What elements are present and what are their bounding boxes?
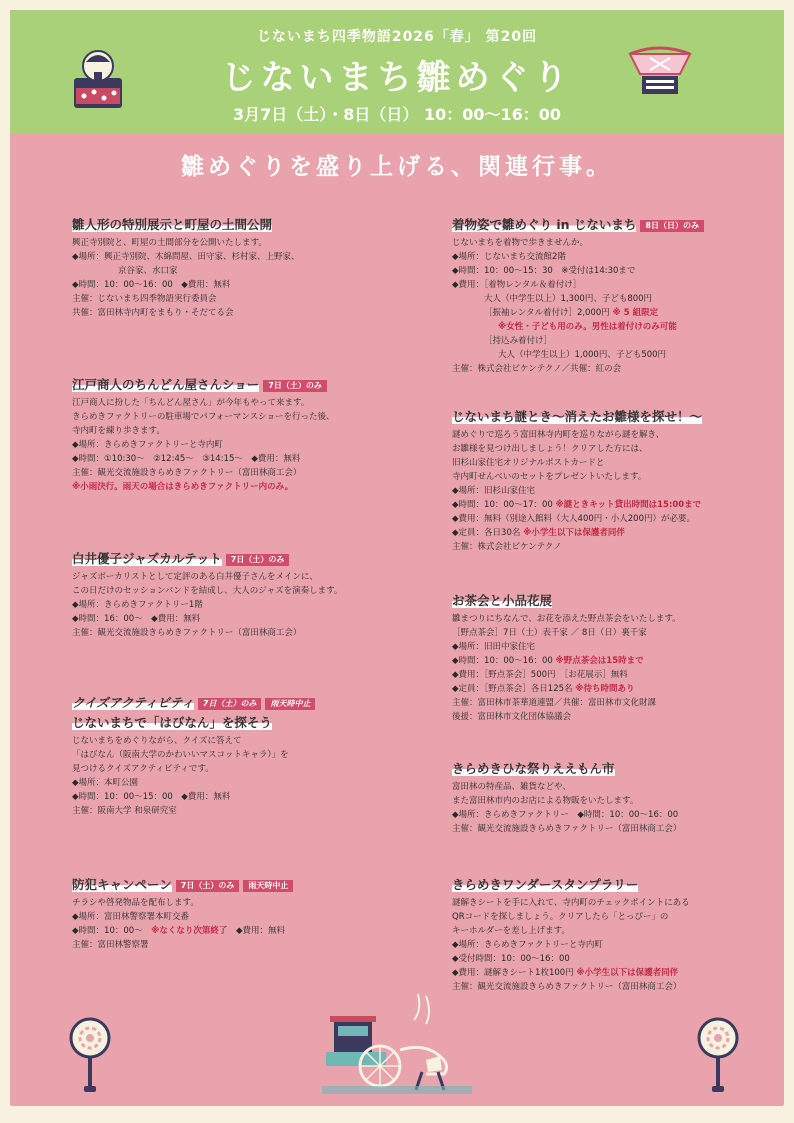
event-line: ◆場所：きらめきファクトリーと寺内町	[452, 940, 603, 950]
event-title: きらめきワンダースタンプラリー	[452, 877, 639, 892]
rain-tag: 雨天時中止	[243, 880, 293, 892]
event-line: 富田林の特産品、雑貨などや、	[452, 782, 571, 792]
event-line: 共催：富田林寺内町をまもり・そだてる会	[72, 308, 234, 318]
event-line: ◆定員：各日30名 ※小学生以下は保護者同伴	[452, 528, 625, 538]
event-title-2: じないまちで「はびなん」を探そう	[72, 715, 272, 730]
event-title: 防犯キャンペーン 7日（土）のみ 雨天時中止	[72, 876, 293, 894]
event-line: 雛まつりにちなんで、お花を添えた野点茶会をいたします。	[452, 614, 681, 624]
event-line: ◆場所：きらめきファクトリー ◆時間：10：00〜16：00	[452, 810, 679, 820]
event-title: 雛人形の特別展示と町屋の土間公開	[72, 217, 273, 232]
event-note: ※女性・子ども用のみ。男性は着付けのみ可能	[498, 322, 677, 332]
event-line: ◆時間：10：00〜16：00 ◆費用：無料	[72, 280, 231, 290]
event-line: 主催：じないまち四季物語実行委員会	[72, 294, 217, 304]
event-title: じないまち謎とき〜消えたお雛様を探せ！〜	[452, 409, 703, 424]
rain-tag: 雨天時中止	[265, 698, 315, 710]
event-mystery-game	[452, 408, 702, 554]
event-line: 主催：観光交流施設きらめきファクトリー（富田林商工会）	[72, 468, 302, 478]
event-line: ◆時間：16：00〜 ◆費用：無料	[72, 614, 201, 624]
event-line: 見つけるクイズアクティビティです。	[72, 764, 214, 774]
event-line: 興正寺別院と、町屋の土間部分を公開いたします。	[72, 238, 267, 248]
event-title: 江戸商人のちんどん屋さんショー 7日（土）のみ	[72, 376, 334, 394]
event-line: 主催：観光交流施設きらめきファクトリー（富田林商工会）	[72, 628, 302, 638]
event-line: 謎めぐりで巡ろう富田林寺内町を巡りながら謎を解き、	[452, 430, 665, 440]
event-kimono-walk	[452, 216, 704, 376]
event-line: ◆時間：10：00〜15：30 ※受付は14:30まで	[452, 266, 636, 276]
date-tag: 8日（日）のみ	[640, 220, 704, 232]
event-line: また富田林市内のお店による物販をいたします。	[452, 796, 639, 806]
event-tea-ceremony	[452, 592, 681, 724]
event-line: 寺内町を練り歩きます。	[72, 426, 165, 436]
uchiwa-fan-icon	[696, 1016, 740, 1096]
event-subtitle: じないまち四季物語2026「春」 第20回	[256, 29, 538, 45]
event-line: ◆場所：きらめきファクトリー1階	[72, 600, 203, 610]
event-line: 主催：富田林市茶華道連盟／共催：富田林市文化財課	[452, 698, 657, 708]
event-line: 主催：阪南大学 和泉研究室	[72, 806, 177, 816]
event-line: ◆場所：興正寺別院、木綿問屋、田守家、杉村家、上野家、	[72, 252, 300, 262]
event-crime-prevention	[72, 876, 293, 952]
date-tag: 7日（土）のみ	[176, 880, 240, 892]
event-line: ◆時間：①10:30〜 ②12:45〜 ③14:15〜 ◆費用：無料	[72, 454, 301, 464]
event-line: チラシや啓発物品を配布します。	[72, 898, 199, 908]
event-line: 主催：株式会社ビケンテクノ／共催：紅の会	[452, 364, 622, 374]
event-line: 大人（中学生以上）1,000円、子ども500円	[498, 350, 667, 360]
hina-doll-icon	[68, 44, 128, 114]
event-line: ◆時間：10：00〜17：00 ※謎ときキット貸出時間は15:00まで	[452, 500, 702, 510]
event-line: ◆費用：［野点茶会］500円 ［お花展示］無料	[452, 670, 628, 680]
event-line: 主催：観光交流施設きらめきファクトリー（富田林商工会）	[452, 982, 682, 992]
event-line: ◆費用：謎解きシート1枚100円 ※小学生以下は保護者同伴	[452, 968, 679, 978]
event-line: ◆場所：旧田中家住宅	[452, 642, 536, 652]
event-note: ※小雨決行。雨天の場合はきらめきファクトリー内のみ。	[72, 482, 294, 492]
event-line: 寺内町せんべいのセットをプレゼントいたします。	[452, 472, 647, 482]
event-line: 大人（中学生以上）1,300円、子ども800円	[484, 294, 653, 304]
event-chindonya-show	[72, 376, 334, 494]
event-line: 江戸商人に扮した「ちんどん屋さん」が今年もやって来ます。	[72, 398, 310, 408]
date-tag: 7日（土）のみ	[198, 698, 262, 710]
event-line: ［振袖レンタル着付け］2,000円 ※ 5 組限定	[484, 308, 659, 318]
event-line: きらめきファクトリーの駐車場でパフォーマンスショーを行った後、	[72, 412, 335, 422]
event-date: 3月7日（土）・8日（日） 10：00〜16：00	[232, 105, 562, 124]
event-line: ジャズボーカリストとして定評のある白井優子さんをメインに、	[72, 572, 318, 582]
event-line: ◆費用：［着物レンタル＆着付け］	[452, 280, 582, 290]
page-title: じないまち雛めぐり	[221, 58, 573, 98]
event-title: 白井優子ジャズカルテット 7日（土）のみ	[72, 550, 342, 568]
event-line: 京谷家、水口家	[118, 266, 178, 276]
event-title: クイズアクティビティ 7日（土）のみ 雨天時中止	[72, 694, 315, 712]
event-line: この日だけのセッションバンドを結成し、大人のジャズを演奏します。	[72, 586, 343, 596]
event-line: ◆受付時間：10：00〜16：00	[452, 954, 570, 964]
event-line: ◆場所：きらめきファクトリーと寺内町	[72, 440, 223, 450]
hina-stand-icon	[620, 44, 700, 104]
event-line: ◆場所：旧杉山家住宅	[452, 486, 536, 496]
event-line: ◆時間：10：00〜 ※なくなり次第終了 ◆費用：無料	[72, 926, 285, 936]
event-line: ◆場所：じないまち交流館2階	[452, 252, 566, 262]
date-tag: 7日（土）のみ	[226, 554, 290, 566]
event-line: 「はびなん（阪南大学のかわいいマスコットキャラ）」を	[72, 750, 289, 760]
event-hina-display	[72, 216, 300, 320]
event-line: ◆定員：［野点茶会］各日125名 ※待ち時間あり	[452, 684, 635, 694]
event-line: 主催：富田林警察署	[72, 940, 149, 950]
section-heading: 雛めぐりを盛り上げる、関連行事。	[181, 154, 613, 180]
event-title: お茶会と小品花展	[452, 593, 553, 608]
event-line: ［持込み着付け］	[484, 336, 553, 346]
event-line: 主催：株式会社ビケンテクノ	[452, 542, 562, 552]
uchiwa-fan-icon	[68, 1016, 112, 1096]
event-line: キーホルダーを差し上げます。	[452, 926, 570, 936]
event-line: 後援：富田林市文化団体協議会	[452, 712, 572, 722]
event-line: 旧杉山家住宅オリジナルポストカードと	[452, 458, 605, 468]
event-quiz-activity	[72, 694, 315, 818]
date-tag: 7日（土）のみ	[263, 380, 327, 392]
event-jazz-quartet	[72, 550, 342, 640]
event-line: じないまちを着物で歩きませんか。	[452, 238, 589, 248]
event-line: 謎解きシートを手に入れて、寺内町のチェックポイントにある	[452, 898, 690, 908]
event-line: ［野点茶会］7日（土）表千家 ／ 8日（日）裏千家	[452, 628, 647, 638]
event-line: ◆時間：10：00〜16：00 ※野点茶会は15時まで	[452, 656, 644, 666]
event-stamp-rally	[452, 876, 690, 994]
event-title: きらめきひな祭りええもん市	[452, 761, 615, 776]
event-line: お雛様を見つけ出しましょう！クリアした方には、	[452, 444, 648, 454]
event-eemon-market	[452, 760, 681, 836]
event-title: 着物姿で雛めぐり in じないまち 8日（日）のみ	[452, 216, 704, 234]
event-line: ◆場所：富田林警察署本町交番	[72, 912, 190, 922]
event-line: ◆場所：本町公園	[72, 778, 139, 788]
event-line: 主催：観光交流施設きらめきファクトリー（富田林商工会）	[452, 824, 682, 834]
event-line: QRコードを探しましょう。クリアしたら「とっぴー」の	[452, 912, 669, 922]
event-line: ◆費用：無料（別途入館料（大人400円・小人200円）が必要。	[452, 514, 695, 524]
rickshaw-icon	[322, 990, 472, 1096]
event-line: ◆時間：10：00〜15：00 ◆費用：無料	[72, 792, 231, 802]
event-line: じないまちをめぐりながら、クイズに答えて	[72, 736, 242, 746]
